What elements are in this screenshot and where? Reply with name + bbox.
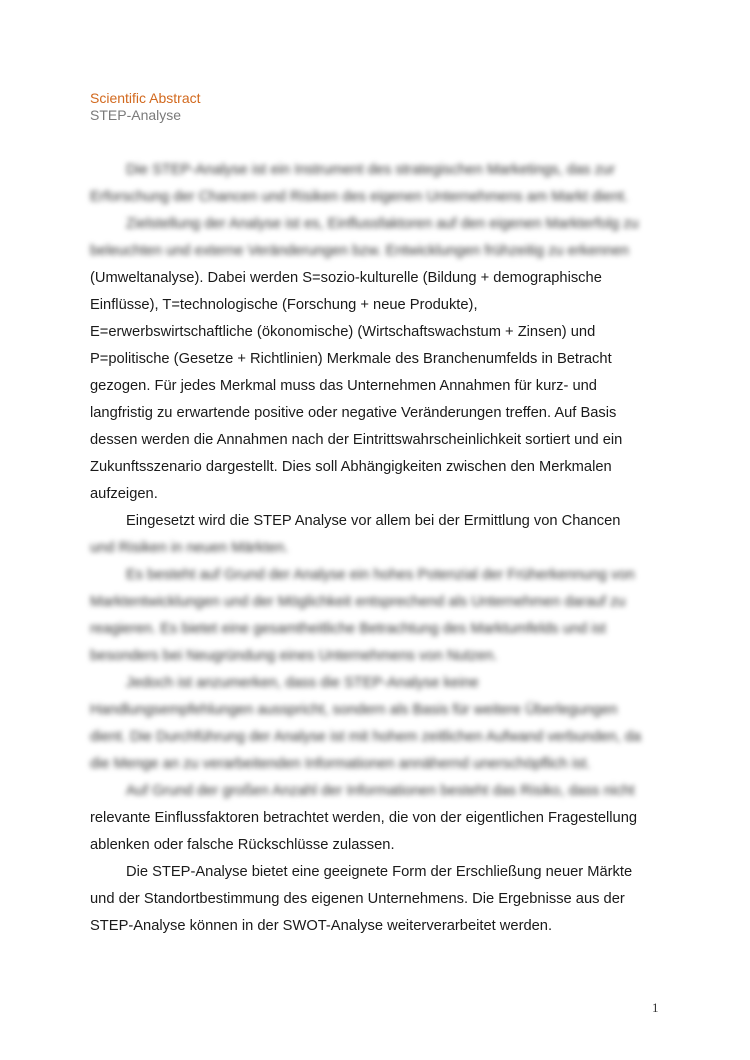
text-line: besonders bei Neugründung eines Unternehmens von Nutzen. (90, 648, 498, 664)
text-line: und der Standortbestimmung des eigenen Unternehmens. Die Ergebnisse aus der (90, 891, 625, 907)
text-line: beleuchten und externe Veränderungen bzw. Entwicklungen frühzeitig zu erkennen (90, 243, 629, 259)
text-line: Zukunftsszenario dargestellt. Dies soll Abhängigkeiten zwischen den Merkmalen (90, 459, 612, 475)
text-line: und Risiken in neuen Märkten. (90, 540, 289, 556)
text-line: gezogen. Für jedes Merkmal muss das Unternehmen Annahmen für kurz- und (90, 378, 597, 394)
text-line: STEP-Analyse können in der SWOT-Analyse weiterverarbeitet werden. (90, 918, 553, 934)
text-line: Zielstellung der Analyse ist es, Einflussfaktoren auf den eigenen Markterfolg zu (126, 216, 639, 232)
text-line: reagieren. Es bietet eine gesamtheitliche Betrachtung des Marktumfelds und ist (90, 621, 606, 637)
text-line: Es besteht auf Grund der Analyse ein hohes Potenzial der Früherkennung von (126, 567, 635, 583)
text-line: die Menge an zu verarbeitenden Informationen annähernd unerschöpflich ist. (90, 756, 591, 772)
text-line: (Umweltanalyse). Dabei werden S=sozio-kulturelle (Bildung + demographische (90, 270, 602, 286)
text-line: ablenken oder falsche Rückschlüsse zulassen. (90, 837, 395, 853)
text-line: Auf Grund der großen Anzahl der Informationen besteht das Risiko, dass nicht (126, 783, 635, 799)
document-title: STEP-Analyse (90, 107, 182, 123)
text-line: relevante Einflussfaktoren betrachtet werden, die von der eigentlichen Fragestellung (90, 810, 638, 826)
text-line: Jedoch ist anzumerken, dass die STEP-Analyse keine (126, 675, 479, 691)
text-line: langfristig zu erwartende positive oder negative Veränderungen treffen. Auf Basis (90, 405, 617, 421)
text-line: Marktentwicklungen und der Möglichkeit entsprechend als Unternehmen darauf zu (90, 594, 626, 610)
text-line: aufzeigen. (90, 486, 158, 502)
text-line: Eingesetzt wird die STEP Analyse vor allem bei der Ermittlung von Chancen (126, 513, 621, 529)
page-number: 1 (652, 1000, 659, 1015)
text-line: Einflüsse), T=technologische (Forschung + neue Produkte), (90, 297, 478, 313)
document-header (90, 90, 201, 124)
text-line: Handlungsempfehlungen ausspricht, sondern als Basis für weitere Überlegungen (90, 702, 618, 718)
text-line: E=erwerbswirtschaftliche (ökonomische) (Wirtschaftswachstum + Zinsen) und (90, 324, 596, 340)
document-category: Scientific Abstract (90, 90, 201, 106)
text-line: Erforschung der Chancen und Risiken des eigenen Unternehmens am Markt dient. (90, 189, 629, 205)
document-body (90, 157, 670, 940)
text-line: P=politische (Gesetze + Richtlinien) Merkmale des Branchenumfelds in Betracht (90, 351, 612, 367)
text-line: Die STEP-Analyse ist ein Instrument des strategischen Marketings, das zur (126, 162, 615, 178)
text-line: dient. Die Durchführung der Analyse ist mit hohem zeitlichen Aufwand verbunden, da (90, 729, 642, 745)
text-line: dessen werden die Annahmen nach der Eintrittswahrscheinlichkeit sortiert und ein (90, 432, 623, 448)
text-line: Die STEP-Analyse bietet eine geeignete Form der Erschließung neuer Märkte (126, 864, 633, 880)
